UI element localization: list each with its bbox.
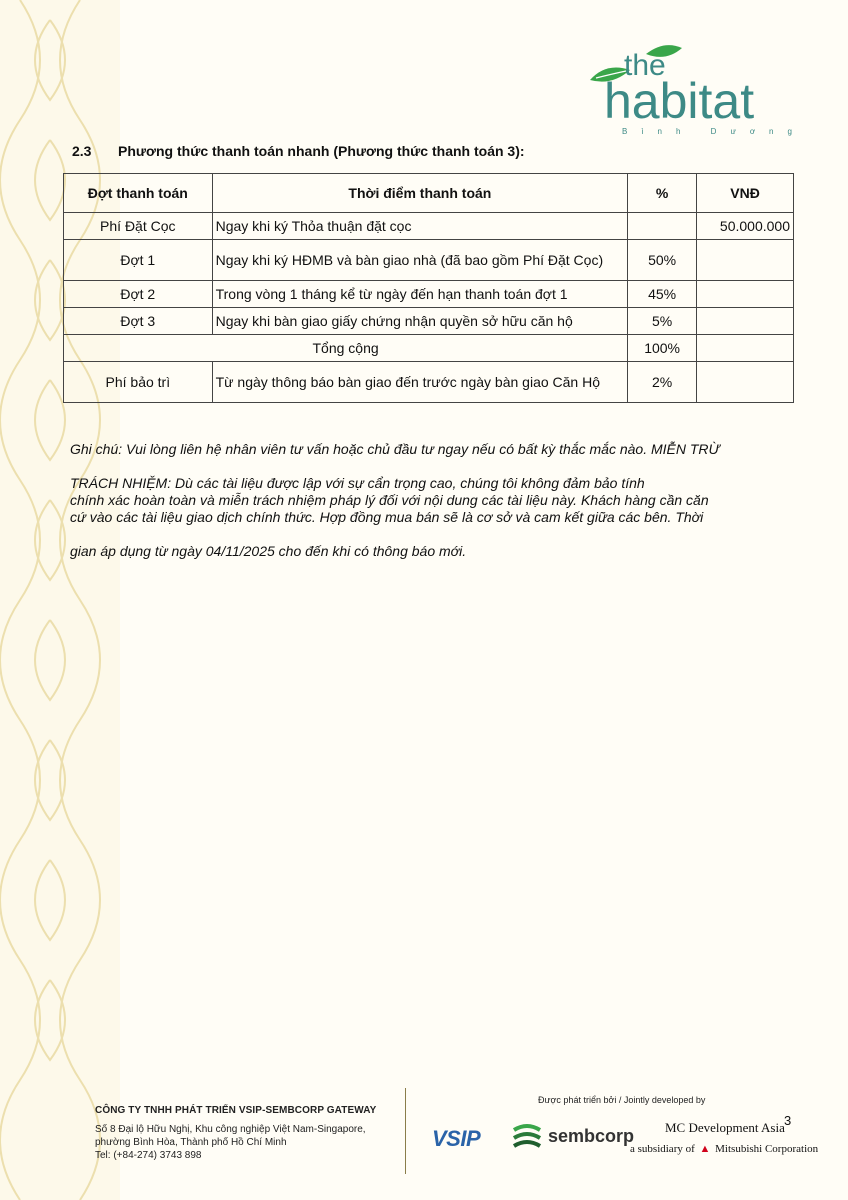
cell-time: Ngay khi bàn giao giấy chứng nhận quyền sở hữu căn hộ	[212, 308, 628, 335]
cell-time: Ngay khi ký Thỏa thuận đặt cọc	[212, 213, 628, 240]
header-stage: Đợt thanh toán	[64, 174, 213, 213]
section-title: Phương thức thanh toán nhanh (Phương thức thanh toán 3):	[118, 143, 525, 159]
cell-stage: Phí Đặt Cọc	[64, 213, 213, 240]
table-row	[64, 281, 794, 308]
section-number: 2.3	[72, 143, 92, 159]
address-line: Số 8 Đại lộ Hữu Nghị, Khu công nghiệp Việt Nam-Singapore,	[95, 1124, 366, 1135]
payment-schedule-table	[63, 173, 794, 403]
mitsubishi-text: Mitsubishi Corporation	[715, 1143, 819, 1155]
note-line: TRÁCH NHIỆM: Dù các tài liệu được lập với sự cẩn trọng cao, chúng tôi không đảm bảo tính	[70, 475, 645, 491]
mc-development-logo: MC Development Asia	[665, 1120, 785, 1135]
cell-percent: 2%	[628, 362, 697, 403]
total-vnd	[697, 335, 794, 362]
disclaimer-note	[70, 441, 822, 560]
sembcorp-logo: sembcorp	[548, 1126, 635, 1146]
header-vnd: VNĐ	[697, 174, 794, 213]
section-heading	[72, 143, 525, 159]
total-row	[64, 335, 794, 362]
logo-the: the	[624, 49, 666, 82]
cell-time: Trong vòng 1 tháng kể từ ngày đến hạn thanh toán đợt 1	[212, 281, 628, 308]
the-habitat-logo	[586, 40, 816, 140]
table-header-row	[64, 174, 794, 213]
phone-number: Tel: (+84-274) 3743 898	[95, 1150, 202, 1161]
subsidiary-text: a subsidiary of	[630, 1143, 695, 1155]
header-time: Thời điểm thanh toán	[212, 174, 628, 213]
cell-vnd: 50.000.000	[697, 213, 794, 240]
cell-stage: Đợt 3	[64, 308, 213, 335]
maintenance-row	[64, 362, 794, 403]
cell-percent	[628, 213, 697, 240]
note-line: chính xác hoàn toàn và miễn trách nhiệm pháp lý đối với nội dung các tài liệu này. Khách hàng cần căn	[70, 492, 709, 508]
total-label: Tổng cộng	[64, 335, 628, 362]
table-row	[64, 240, 794, 281]
sembcorp-icon	[510, 1122, 544, 1152]
cell-percent: 5%	[628, 308, 697, 335]
cell-time: Ngay khi ký HĐMB và bàn giao nhà (đã bao gồm Phí Đặt Cọc)	[212, 240, 628, 281]
footer-company-info	[95, 1104, 376, 1162]
cell-percent: 45%	[628, 281, 697, 308]
cell-vnd	[697, 281, 794, 308]
company-name: CÔNG TY TNHH PHÁT TRIỂN VSIP-SEMBCORP GATEWAY	[95, 1105, 377, 1116]
cell-stage: Đợt 2	[64, 281, 213, 308]
total-percent: 100%	[628, 335, 697, 362]
cell-stage: Phí bảo trì	[64, 362, 213, 403]
note-line: Ghi chú: Vui lòng liên hệ nhân viên tư vấn hoặc chủ đầu tư ngay nếu có bất kỳ thắc mắc nào. MIỄN TRỪ	[70, 441, 720, 457]
table-row	[64, 308, 794, 335]
cell-percent: 50%	[628, 240, 697, 281]
developed-by-label: Được phát triển bởi / Jointly developed by	[538, 1095, 706, 1105]
mitsubishi-icon: ▲	[699, 1143, 711, 1155]
logo-habitat: habitat	[604, 73, 755, 129]
logo-location: Bình Dương	[622, 127, 806, 136]
leaf-icon	[586, 40, 816, 140]
page-number: 3	[784, 1113, 792, 1128]
cell-time: Từ ngày thông báo bàn giao đến trước ngày bàn giao Căn Hộ	[212, 362, 628, 403]
cell-vnd	[697, 308, 794, 335]
vsip-logo: VSIP	[432, 1126, 481, 1151]
note-line: gian áp dụng từ ngày 04/11/2025 cho đến khi có thông báo mới.	[70, 543, 467, 559]
cell-vnd	[697, 240, 794, 281]
mc-subsidiary-line	[630, 1143, 818, 1155]
footer-divider	[405, 1088, 406, 1174]
table-row	[64, 213, 794, 240]
address-line: phường Bình Hòa, Thành phố Hồ Chí Minh	[95, 1137, 287, 1148]
header-percent: %	[628, 174, 697, 213]
cell-stage: Đợt 1	[64, 240, 213, 281]
cell-vnd	[697, 362, 794, 403]
note-line: cứ vào các tài liệu giao dịch chính thức. Hợp đồng mua bán sẽ là cơ sở và cam kết giữa các bên. Thời	[70, 509, 704, 525]
